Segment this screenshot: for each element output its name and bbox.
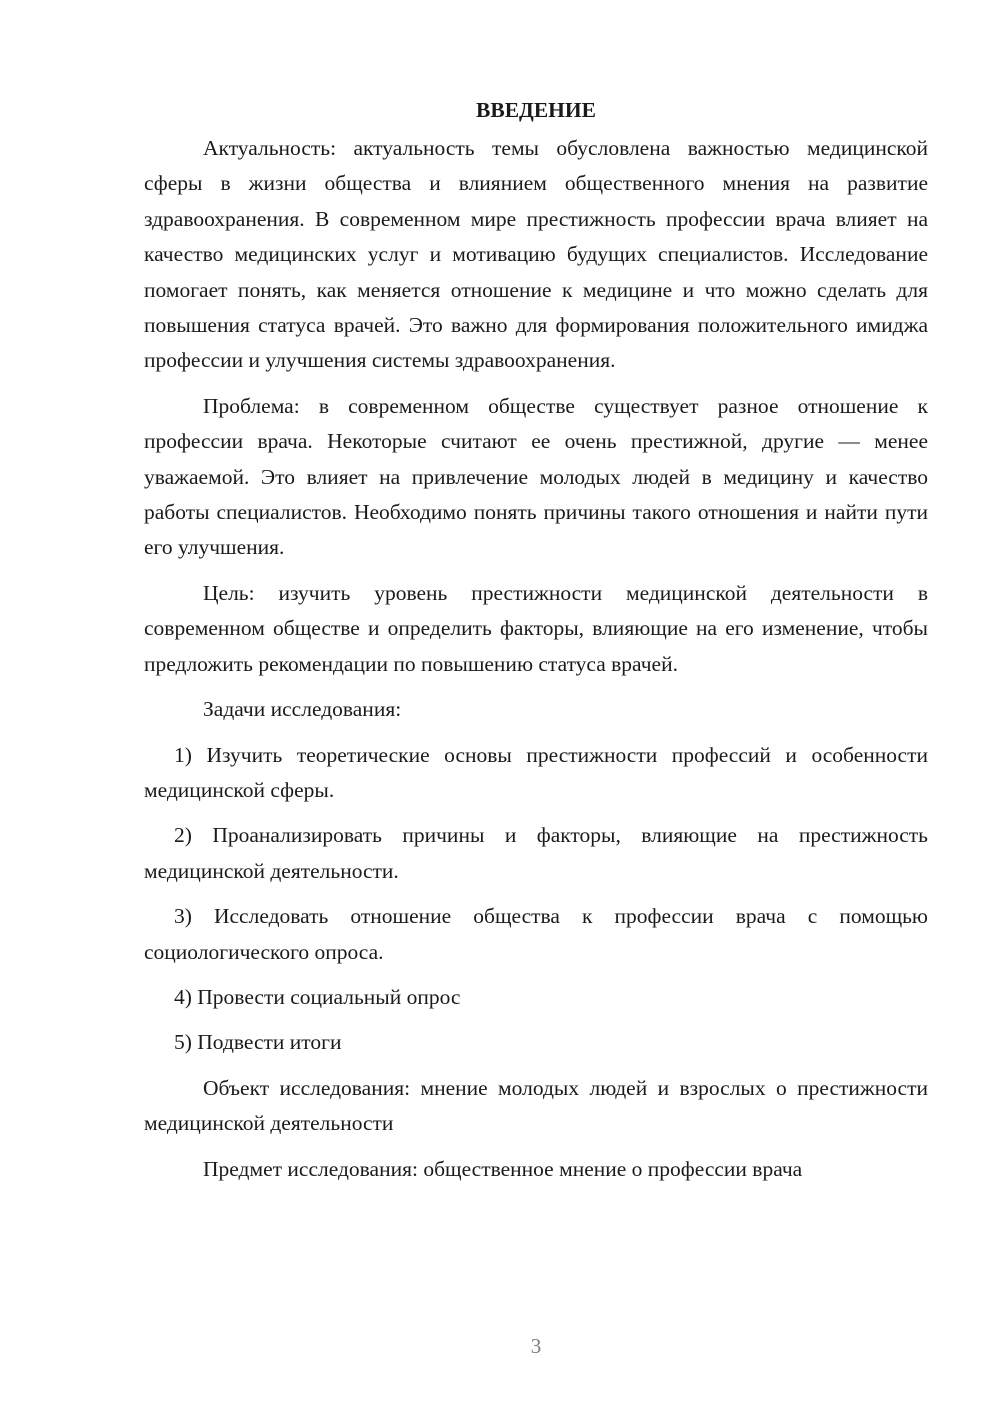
page-number: 3 xyxy=(530,1334,542,1358)
task-item-2: 2) Проанализировать причины и факторы, влияющие на престижность медицинской деятельности. xyxy=(144,823,928,883)
document-page xyxy=(144,92,928,1197)
object-paragraph: Объект исследования: мнение молодых людей и взрослых о престижности медицинской деятельности xyxy=(144,1075,928,1136)
task-item-3: 3) Исследовать отношение общества к профессии врача с помощью социологического опроса. xyxy=(144,904,928,964)
tasks-heading: Задачи исследования: xyxy=(203,697,402,722)
task-item-1: 1) Изучить теоретические основы престижности профессий и особенности медицинской сферы. xyxy=(144,742,928,802)
relevance-paragraph: Актуальность: актуальность темы обусловлена важностью медицинской сферы в жизни общества и влиянием общественного мнения на развитие здравоохранения. В современном мире престижность профессии врача влияет на качество медицинских услуг и мотивацию будущих специалистов. Исследование помогает понять, как меняется отношение к медицине и что можно сделать для повышения статуса врачей. Это важно для формирования положительного имиджа профессии и улучшения системы здравоохранения. xyxy=(144,136,928,373)
task-item-4: 4) Провести социальный опрос xyxy=(174,984,461,1009)
goal-paragraph: Цель: изучить уровень престижности медицинской деятельности в современном обществе и определить факторы, влияющие на его изменение, чтобы предложить рекомендации по повышению статуса врачей. xyxy=(144,580,928,676)
problem-paragraph: Проблема: в современном обществе существует разное отношение к профессии врача. Некоторые считают ее очень престижной, другие — менее уважаемой. Это влияет на привлечение молодых людей в медицину и качество работы специалистов. Необходимо понять причины такого отношения и найти пути его улучшения. xyxy=(144,393,928,560)
page-title: ВВЕДЕНИЕ xyxy=(476,98,596,122)
task-item-5: 5) Подвести итоги xyxy=(174,1030,342,1055)
subject-paragraph: Предмет исследования: общественное мнение о профессии врача xyxy=(203,1156,803,1181)
